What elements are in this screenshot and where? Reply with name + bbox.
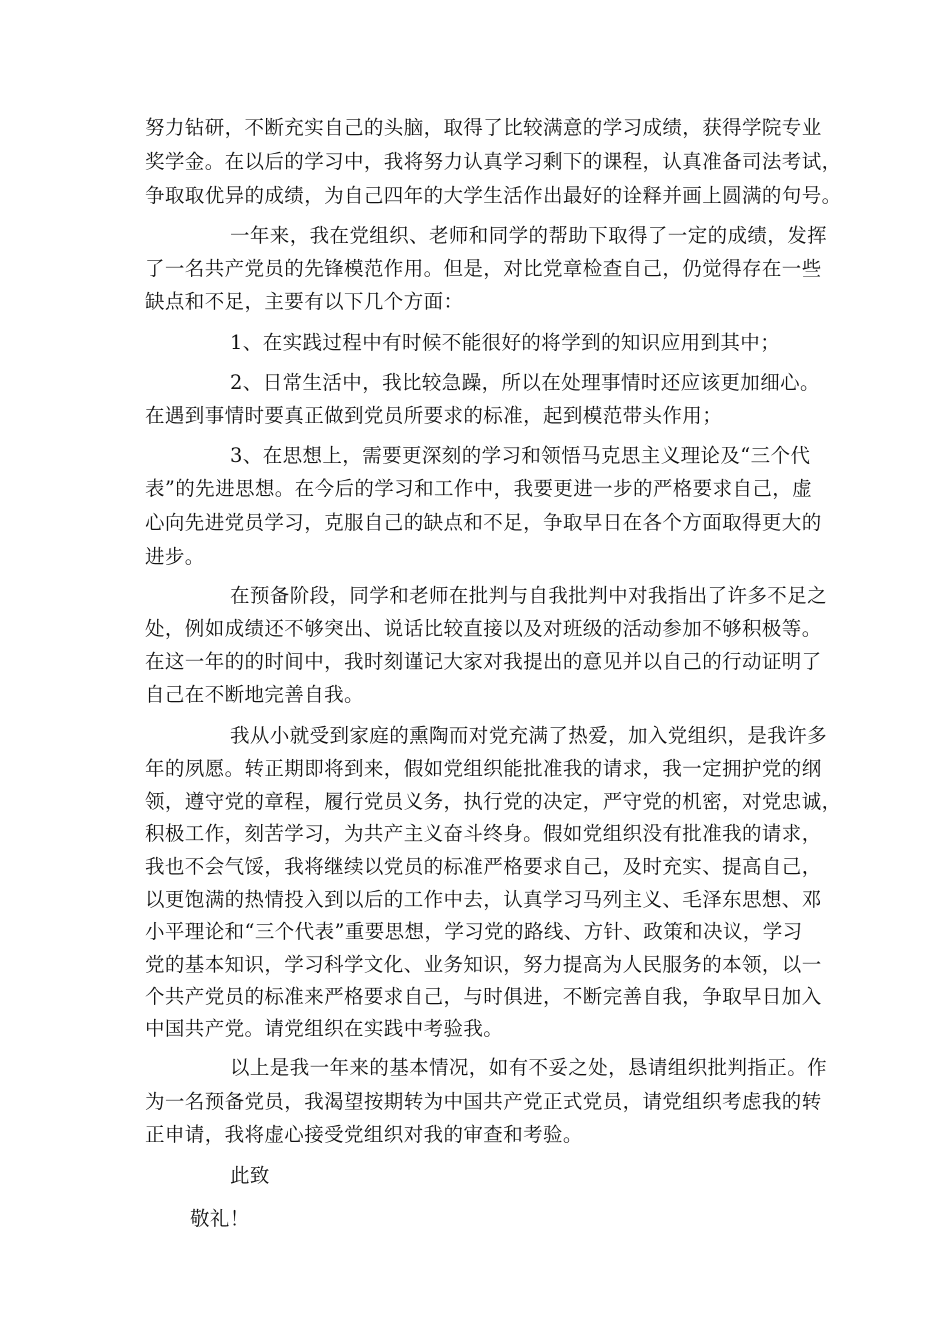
text-line: 在这一年的的时间中，我时刻谨记大家对我提出的意见并以自己的行动证明了 bbox=[145, 650, 822, 673]
text-line: 中国共产党。请党组织在实践中考验我。 bbox=[145, 1017, 504, 1040]
paragraph-start-line: 我从小就受到家庭的熏陶而对党充满了热爱，加入党组织，是我许多 bbox=[230, 724, 828, 747]
paragraph-start-line: 以上是我一年来的基本情况，如有不妥之处，恳请组织批判指正。作 bbox=[230, 1056, 828, 1079]
text-line: 奖学金。在以后的学习中，我将努力认真学习剩下的课程，认真准备司法考试， bbox=[145, 150, 842, 173]
text-line: 为一名预备党员，我渴望按期转为中国共产党正式党员，请党组织考虑我的转 bbox=[145, 1090, 822, 1113]
text-line: 努力钻研，不断充实自己的头脑，取得了比较满意的学习成绩，获得学院专业 bbox=[145, 116, 822, 139]
text-line: 年的夙愿。转正期即将到来，假如党组织能批准我的请求，我一定拥护党的纲 bbox=[145, 757, 822, 780]
text-line: 处，例如成绩还不够突出、说话比较直接以及对班级的活动参加不够积极等。 bbox=[145, 617, 822, 640]
text-line: 表”的先进思想。在今后的学习和工作中，我要更进一步的严格要求自己，虚 bbox=[145, 477, 813, 500]
text-line: 以更饱满的热情投入到以后的工作中去，认真学习马列主义、毛泽东思想、邓 bbox=[145, 888, 822, 911]
list-item-2: 2、日常生活中，我比较急躁，所以在处理事情时还应该更加细心。 bbox=[230, 371, 820, 394]
text-line: 在遇到事情时要真正做到党员所要求的标准，起到模范带头作用； bbox=[145, 404, 723, 427]
text-line: 我也不会气馁，我将继续以党员的标准严格要求自己，及时充实、提高自己， bbox=[145, 855, 822, 878]
text-line: 党的基本知识，学习科学文化、业务知识，努力提高为人民服务的本领，以一 bbox=[145, 953, 822, 976]
text-line: 积极工作，刻苦学习，为共产主义奋斗终身。假如党组织没有批准我的请求， bbox=[145, 822, 822, 845]
text-line: 心向先进党员学习，克服自己的缺点和不足，争取早日在各个方面取得更大的 bbox=[145, 511, 822, 534]
closing-cizhi: 此致 bbox=[230, 1164, 270, 1187]
text-line: 缺点和不足，主要有以下几个方面： bbox=[145, 290, 464, 313]
paragraph-start-line: 在预备阶段，同学和老师在批判与自我批判中对我指出了许多不足之 bbox=[230, 584, 828, 607]
text-line: 了一名共产党员的先锋模范作用。但是，对比党章检查自己，仍觉得存在一些 bbox=[145, 257, 822, 280]
text-line: 正申请，我将虚心接受党组织对我的审查和考验。 bbox=[145, 1123, 583, 1146]
text-line: 小平理论和“三个代表”重要思想，学习党的路线、方针、政策和决议，学习 bbox=[145, 920, 803, 943]
text-line: 领，遵守党的章程，履行党员义务，执行党的决定，严守党的机密，对党忠诚， bbox=[145, 790, 842, 813]
text-line: 进步。 bbox=[145, 545, 205, 568]
text-line: 个共产党员的标准来严格要求自己，与时俱进，不断完善自我，争取早日加入 bbox=[145, 985, 822, 1008]
text-line: 争取取优异的成绩，为自己四年的大学生活作出最好的诠释并画上圆满的句号。 bbox=[145, 184, 842, 207]
text-line: 自己在不断地完善自我。 bbox=[145, 683, 364, 706]
list-item-3: 3、在思想上，需要更深刻的学习和领悟马克思主义理论及“三个代 bbox=[230, 444, 811, 467]
list-item-1: 1、在实践过程中有时候不能很好的将学到的知识应用到其中； bbox=[230, 331, 781, 354]
closing-jingli: 敬礼！ bbox=[190, 1207, 250, 1230]
paragraph-start-line: 一年来，我在党组织、老师和同学的帮助下取得了一定的成绩，发挥 bbox=[230, 224, 828, 247]
